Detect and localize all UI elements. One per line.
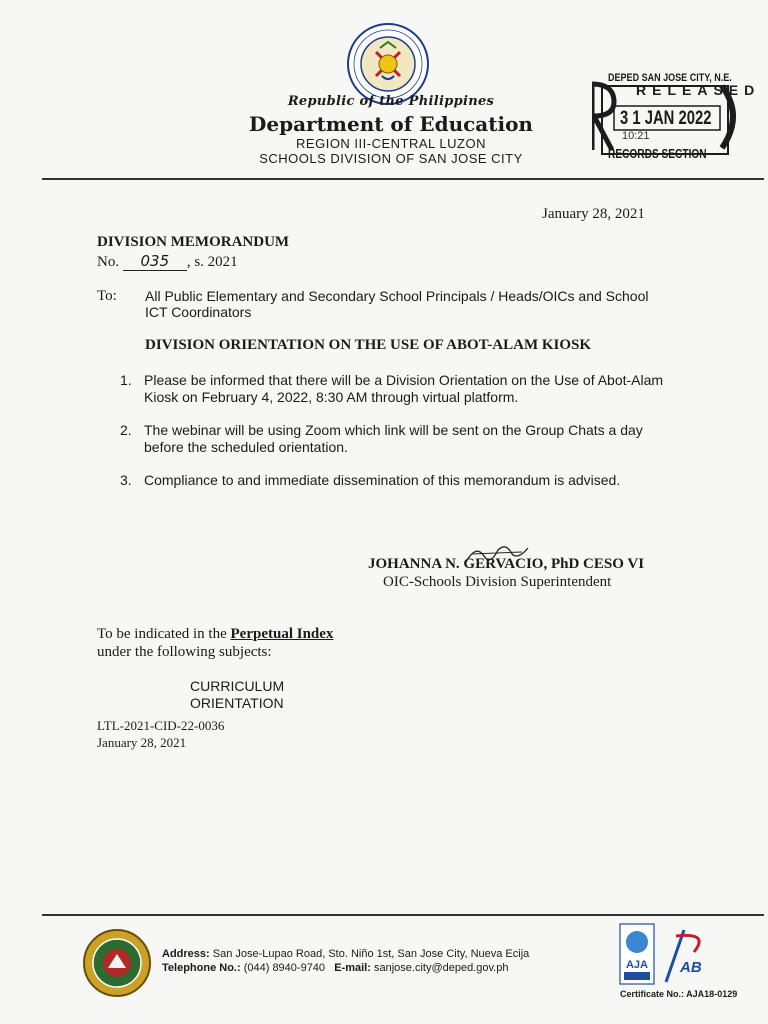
signer-title: OIC-Schools Division Superintendent <box>383 574 612 590</box>
memo-number <box>97 252 238 271</box>
to-label: To: <box>97 288 117 304</box>
ab-mark: AB <box>680 959 702 976</box>
memo-series: , s. 2021 <box>186 254 238 270</box>
footer-contact <box>162 962 508 974</box>
item-number: 1. <box>120 372 132 388</box>
certificate-number: Certificate No.: AJA18-0129 <box>620 989 738 999</box>
item-text: Please be informed that there will be a Division Orientation on the Use of Abot-Alam Kiosk on February 4, 2022, 8:30 AM through virtual platform. <box>144 372 664 405</box>
item-number: 3. <box>120 472 132 488</box>
index-prefix: To be indicated in the <box>97 626 231 642</box>
footer-divider <box>42 914 764 916</box>
item-text: Compliance to and immediate dissemination of this memorandum is advised. <box>144 472 621 488</box>
reference-code: LTL-2021-CID-22-0036 <box>97 718 225 733</box>
item-number: 2. <box>120 422 132 438</box>
region-heading: REGION III-CENTRAL LUZON <box>296 136 486 151</box>
division-heading: SCHOOLS DIVISION OF SAN JOSE CITY <box>259 151 523 166</box>
stamp-section: RECORDS SECTION <box>608 146 707 161</box>
signer-name: JOHANNA N. GERVACIO, PhD CESO VI <box>368 556 645 572</box>
memo-no-label: No. <box>97 254 120 270</box>
email-value: sanjose.city@deped.gov.ph <box>373 962 509 974</box>
to-recipients: All Public Elementary and Secondary School Principals / Heads/OICs and School ICT Coordinators <box>145 288 649 320</box>
division-logo <box>82 928 152 998</box>
aja-certification-logo <box>614 922 718 988</box>
stamp-office: DEPED SAN JOSE CITY, N.E. <box>608 72 732 84</box>
index-subject: ORIENTATION <box>190 695 284 711</box>
item-text: The webinar will be using Zoom which link will be sent on the Group Chats a day before the scheduled orientation. <box>144 422 643 455</box>
email-label: E-mail: <box>334 962 371 974</box>
aja-mark: AJA <box>625 959 649 971</box>
perpetual-index-label: Perpetual Index <box>230 626 334 642</box>
republic-heading: Republic of the Philippines <box>287 94 495 109</box>
telephone-label: Telephone No.: <box>162 962 241 974</box>
stamp-time: 10:21 <box>622 130 650 142</box>
memo-subject: DIVISION ORIENTATION ON THE USE OF ABOT-ALAM KIOSK <box>145 337 592 353</box>
index-subject: CURRICULUM <box>190 678 285 694</box>
telephone-value: (044) 8940-9740 <box>243 962 326 974</box>
index-line-2: under the following subjects: <box>97 644 272 660</box>
stamp-title: RELEASED <box>636 82 761 98</box>
stamp-date: 3 1 JAN 2022 <box>620 108 712 129</box>
address-label: Address: <box>162 948 210 960</box>
footer-address <box>162 948 529 960</box>
header-divider <box>42 178 764 180</box>
department-heading: Department of Education <box>249 112 533 136</box>
reference-date: January 28, 2021 <box>97 735 187 750</box>
memo-title: DIVISION MEMORANDUM <box>97 234 290 250</box>
index-line-1 <box>97 626 333 643</box>
address-value: San Jose-Lupao Road, Sto. Niño 1st, San Jose City, Nueva Ecija <box>212 948 530 960</box>
memo-no-value: 035 <box>123 252 187 271</box>
memo-date: January 28, 2021 <box>542 206 645 222</box>
